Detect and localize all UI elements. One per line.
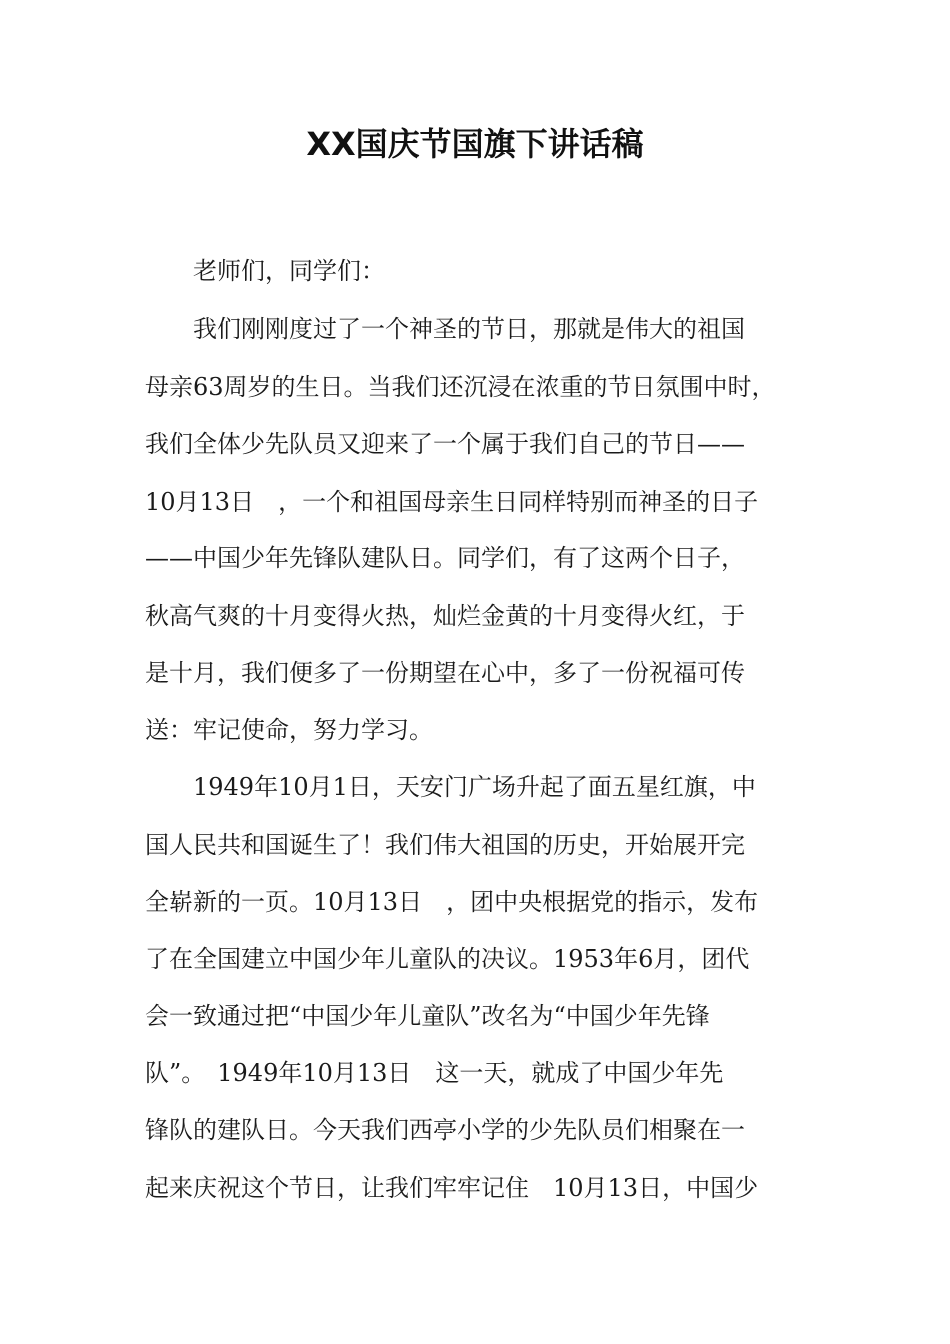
text-line: 了在全国建立中国少年儿童队的决议。1953年6月，团代	[145, 945, 750, 973]
text-line: 1949年10月1日，天安门广场升起了面五星红旗，中	[145, 773, 756, 801]
text-line: 起来庆祝这个节日，让我们牢牢记住 10月13日，中国少	[145, 1174, 759, 1202]
text-line: 锋队的建队日。今天我们西亭小学的少先队员们相聚在一	[145, 1116, 745, 1144]
text-line: 母亲63周岁的生日。当我们还沉浸在浓重的节日氛围中时，	[145, 373, 776, 401]
document-title: XX国庆节国旗下讲话稿	[306, 125, 644, 163]
text-line: 老师们，同学们：	[145, 257, 385, 285]
text-line: 队”。 1949年10月13日 这一天，就成了中国少年先	[145, 1059, 724, 1087]
text-line: 国人民共和国诞生了！我们伟大祖国的历史，开始展开完	[145, 831, 745, 859]
text-line: 秋高气爽的十月变得火热，灿烂金黄的十月变得火红，于	[145, 602, 745, 630]
text-line: 全崭新的一页。10月13日 ，团中央根据党的指示，发布	[145, 888, 759, 916]
text-line: 我们全体少先队员又迎来了一个属于我们自己的节日——	[145, 430, 745, 458]
text-line: 会一致通过把“中国少年儿童队”改名为“中国少年先锋	[145, 1002, 710, 1030]
text-line: 我们刚刚度过了一个神圣的节日，那就是伟大的祖国	[145, 315, 745, 343]
text-line: 送：牢记使命，努力学习。	[145, 716, 433, 744]
text-line: ——中国少年先锋队建队日。同学们，有了这两个日子，	[145, 544, 745, 572]
text-line: 10月13日 ，一个和祖国母亲生日同样特别而神圣的日子	[145, 488, 759, 516]
text-line: 是十月，我们便多了一份期望在心中，多了一份祝福可传	[145, 659, 745, 687]
